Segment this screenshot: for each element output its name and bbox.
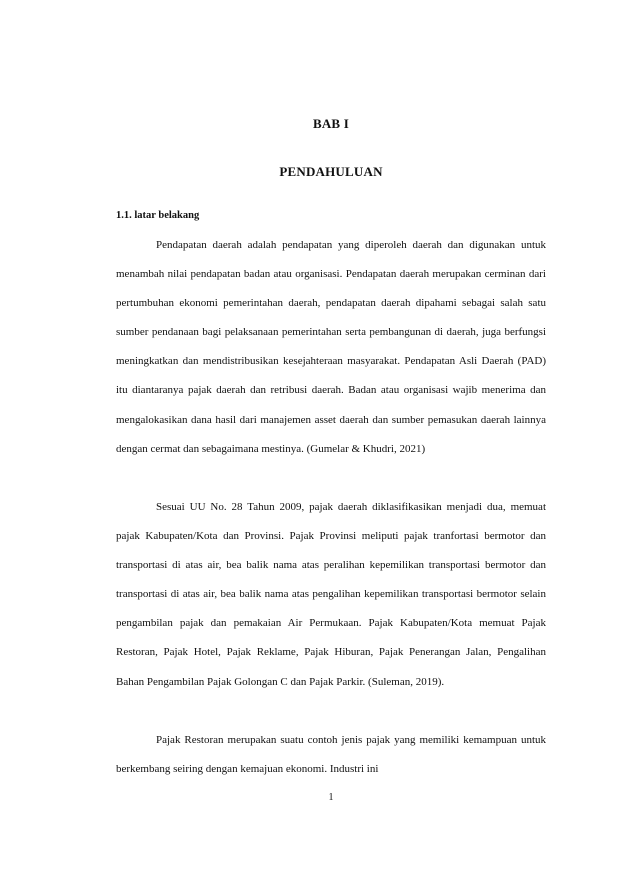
paragraph-pajak-restoran: Pajak Restoran merupakan suatu contoh jenis pajak yang memiliki kemampuan untuk berkembang seiring dengan kemajuan ekonomi. Industri ini: [116, 734, 546, 776]
page-number: 1: [328, 792, 334, 803]
chapter-subtitle: PENDAHULUAN: [279, 164, 383, 179]
paragraph-uu-pajak-daerah: Sesuai UU No. 28 Tahun 2009, pajak daerah diklasifikasikan menjadi dua, memuat pajak Kabupaten/Kota dan Provinsi. Pajak Provinsi meliputi pajak tranfortasi bermotor dan transportasi di atas air, bea balik nama atas peralihan kepemilikan transportasi bermotor dan transportasi di atas air, bea balik nama atas pengalihan kepemilikan transportasi bermotor selain pengambilan pajak dan pemakaian Air Permukaan. Pajak Kabupaten/Kota memuat Pajak Restoran, Pajak Hotel, Pajak Reklame, Pajak Hiburan, Pajak Penerangan Jalan, Pengalihan Bahan Pengambilan Pajak Golongan C dan Pajak Parkir. (Suleman, 2019).: [116, 501, 546, 688]
section-heading: 1.1. latar belakang: [116, 210, 200, 221]
paragraph-pendapatan-daerah: Pendapatan daerah adalah pendapatan yang diperoleh daerah dan digunakan untuk menambah nilai pendapatan badan atau organisasi. Pendapatan daerah merupakan cerminan dari pertumbuhan ekonomi pemerintahan daerah, pendapatan daerah dipahami sebagai salah satu sumber pendanaan bagi pelaksanaan pemerintahan serta pembangunan di daerah, juga berfungsi meningkatkan dan mendistribusikan kesejahteraan masyarakat. Pendapatan Asli Daerah (PAD) itu diantaranya pajak daerah dan retribusi daerah. Badan atau organisasi wajib menerima dan mengalokasikan dana hasil dari manajemen asset daerah dan sumber pemasukan daerah lainnya dengan cermat dan sebagaimana mestinya. (Gumelar & Khudri, 2021): [116, 239, 546, 455]
chapter-title: BAB I: [312, 116, 350, 131]
